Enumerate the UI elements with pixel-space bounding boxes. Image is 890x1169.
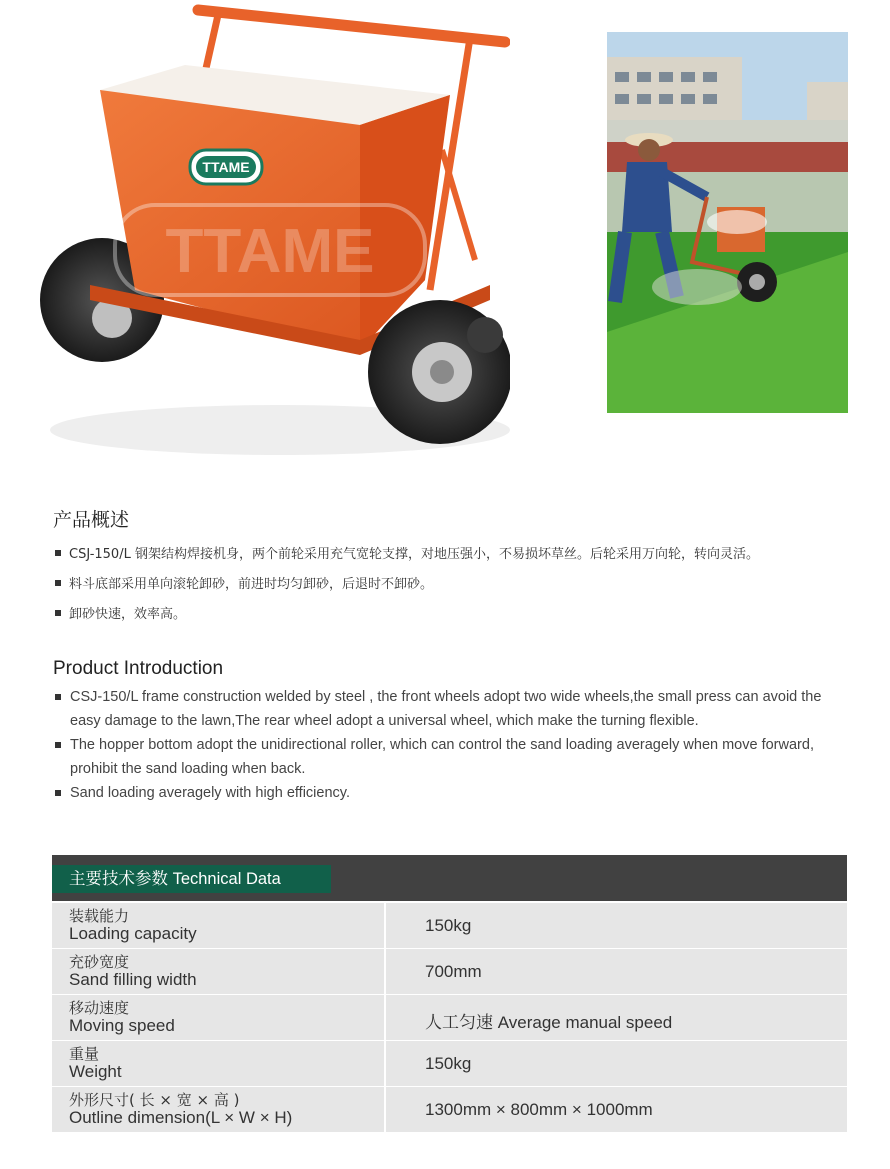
bullet-text: The hopper bottom adopt the unidirectional roller, which can control the sand loading averagely when move forward, prohibit the sand loading when back.: [70, 737, 814, 777]
list-item: [55, 543, 759, 562]
row-label-cn: 装载能力: [69, 907, 130, 925]
spec-table: [52, 855, 847, 1135]
list-item: [55, 603, 186, 622]
list-item: [55, 781, 850, 805]
list-item: [55, 733, 850, 781]
row-label-en: Sand filling width: [69, 970, 197, 989]
bullet-text: Sand loading averagely with high efficiency.: [70, 785, 350, 801]
row-label-cn: 重量: [69, 1045, 100, 1063]
row-label-en: Outline dimension(L × W × H): [69, 1108, 293, 1127]
row-label-en: Weight: [69, 1062, 122, 1081]
row-value: 150kg: [425, 1054, 472, 1073]
table-row: [52, 903, 847, 948]
row-label-en: Moving speed: [69, 1016, 175, 1035]
bullet-text: CSJ-150/L 钢架结构焊接机身，两个前轮采用充气宽轮支撑，对地压强小，不易损坏草丝。后轮采用万向轮，转向灵活。: [69, 547, 759, 562]
section-title-cn: 产品概述: [53, 509, 130, 531]
table-row: [52, 1041, 847, 1086]
usage-photo: [607, 32, 848, 413]
badge-logo: TTAME: [202, 159, 250, 175]
bullet-text: CSJ-150/L frame construction welded by steel , the front wheels adopt two wide wheels,the small press can avoid the easy damage to the lawn,The rear wheel adopt a universal wheel, which make the turning flexible.: [70, 689, 822, 729]
section-title-en: Product Introduction: [53, 658, 224, 679]
bullet-text: 卸砂快速，效率高。: [69, 607, 187, 622]
row-label-cn: 移动速度: [69, 999, 130, 1017]
spec-table-header: [52, 855, 847, 901]
row-label-cn: 外形尺寸( 长 × 宽 × 高 ): [69, 1091, 240, 1109]
list-item: [55, 573, 433, 592]
row-label-en: Loading capacity: [69, 924, 197, 943]
list-item: [55, 685, 850, 733]
table-row: [52, 949, 847, 994]
table-row: [52, 995, 847, 1040]
product-image: [30, 0, 510, 470]
svg-text:TTAME: TTAME: [165, 217, 375, 286]
row-value: 1300mm × 800mm × 1000mm: [425, 1100, 653, 1119]
spec-table-title: 主要技术参数 Technical Data: [52, 865, 331, 893]
row-value: 700mm: [425, 962, 482, 981]
row-value: 150kg: [425, 916, 472, 935]
bullet-list-en: [55, 685, 850, 805]
table-row: [52, 1087, 847, 1132]
row-value: 人工匀速 Average manual speed: [425, 1013, 673, 1032]
bullet-text: 料斗底部采用单向滚轮卸砂，前进时均匀卸砂，后退时不卸砂。: [69, 577, 434, 592]
row-label-cn: 充砂宽度: [69, 953, 130, 971]
